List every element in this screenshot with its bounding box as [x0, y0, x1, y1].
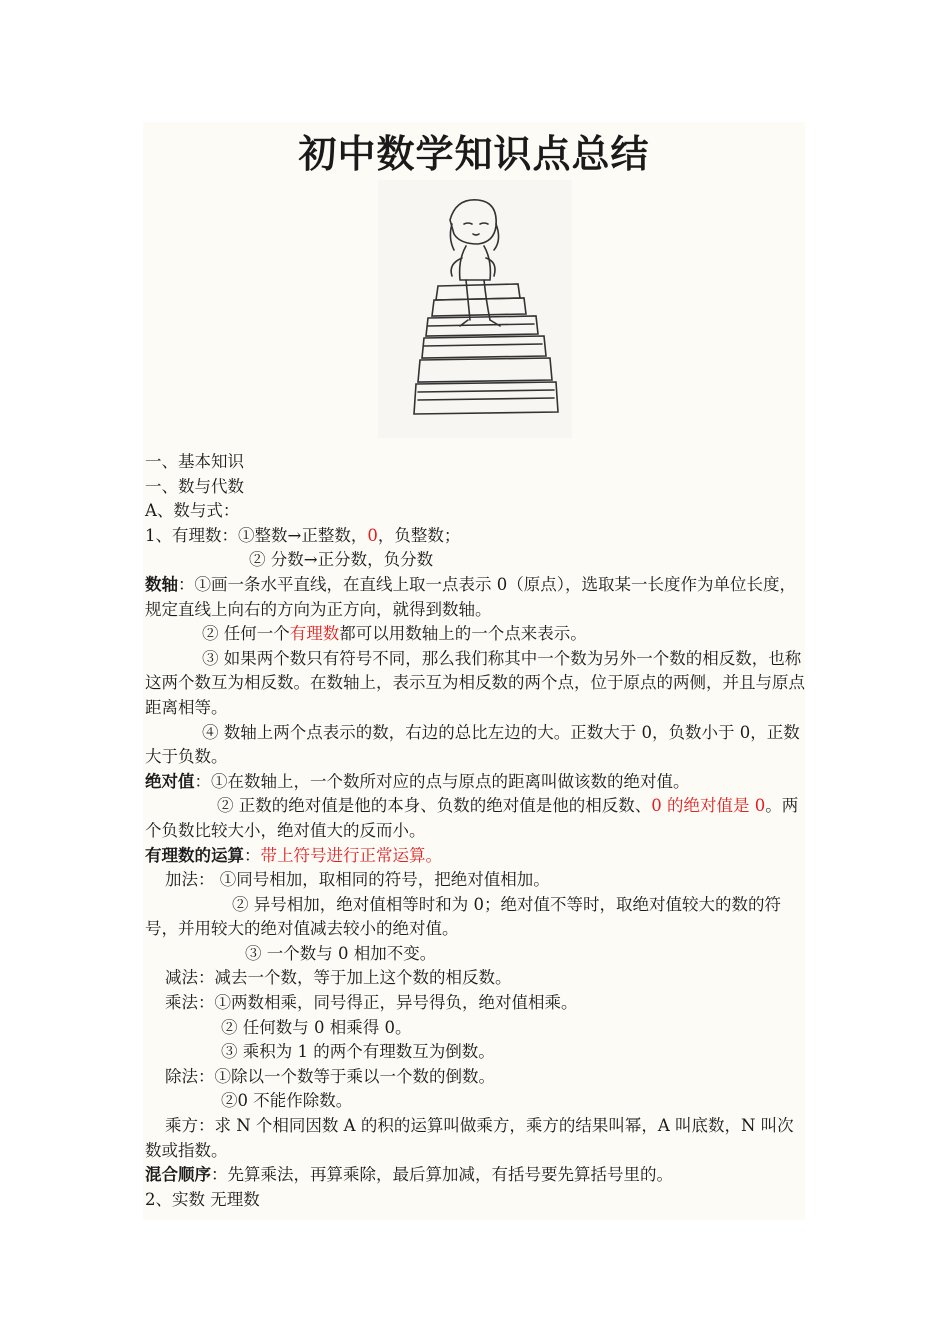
- absolute-value-definition: [145, 770, 807, 795]
- addition-rule-2: ② 异号相加，绝对值相等时和为 0；绝对值不等时，取绝对值较大的数的符号，并用较大的绝对值减去较小的绝对值。: [145, 894, 781, 939]
- addition-rule-3: ③ 一个数与 0 相加不变。: [245, 943, 437, 963]
- axis-2-text: ② 任何一个: [202, 624, 290, 644]
- operations-colon: ：: [244, 845, 261, 865]
- rational-operations-heading: [145, 844, 807, 869]
- number-axis-point-2: [145, 622, 807, 647]
- rational-number-line-1: [145, 524, 807, 549]
- multiplication-rule-2: ② 任何数与 0 相乘得 0。: [221, 1017, 412, 1037]
- division-rule-2: ②0 不能作除数。: [221, 1091, 353, 1111]
- rational-zero-highlight: 0: [367, 525, 378, 545]
- absolute-value-text: ：①在数轴上，一个数所对应的点与原点的距离叫做该数的绝对值。: [194, 771, 690, 791]
- heading-number-expression: A、数与式：: [145, 501, 240, 521]
- girl-on-books-illustration: [378, 180, 572, 438]
- heading-number-algebra: 一、数与代数: [145, 476, 244, 496]
- abs-2-text: ② 正数的绝对值是他的本身、负数的绝对值是他的相反数、: [217, 796, 652, 816]
- mixed-order-rule: [145, 1163, 807, 1188]
- operations-highlight: 带上符号进行正常运算。: [260, 845, 442, 865]
- mixed-order-text: ：先算乘法，再算乘除，最后算加减，有括号要先算括号里的。: [211, 1165, 673, 1185]
- absolute-value-point-2: [145, 794, 807, 843]
- real-number-heading: 2、实数 无理数: [145, 1189, 260, 1209]
- absolute-value-label: 绝对值: [145, 771, 195, 791]
- operations-label: 有理数的运算: [145, 845, 244, 865]
- axis-2-text-end: 都可以用数轴上的一个点来表示。: [339, 624, 587, 644]
- addition-rule-1: 加法： ①同号相加，取相同的符号，把绝对值相加。: [165, 870, 550, 890]
- subtraction-rule: 减法：减去一个数，等于加上这个数的相反数。: [165, 968, 512, 988]
- abs-2-text-end: 。两个负数比较大小，绝对值大的反而小。: [145, 796, 799, 840]
- number-axis-point-4: ④ 数轴上两个点表示的数，右边的总比左边的大。正数大于 0，负数小于 0，正数大于负数。: [145, 722, 800, 767]
- axis-2-highlight: 有理数: [289, 624, 340, 644]
- abs-2-highlight: 0 的绝对值是 0: [651, 796, 766, 816]
- multiplication-rule-3: ③ 乘积为 1 的两个有理数互为倒数。: [221, 1042, 495, 1062]
- power-rule: 乘方：求 N 个相同因数 A 的积的运算叫做乘方，乘方的结果叫幂，A 叫底数，N 叫次数或指数。: [145, 1116, 794, 1160]
- document-body: [145, 450, 807, 1212]
- number-axis-definition: [145, 573, 807, 622]
- number-axis-label: 数轴: [145, 574, 178, 594]
- rational-number-line-2: ② 分数→正分数，负分数: [249, 550, 434, 570]
- page-title: 初中数学知识点总结: [298, 132, 650, 176]
- division-rule-1: 除法：①除以一个数等于乘以一个数的倒数。: [165, 1066, 495, 1086]
- number-axis-text: ：①画一条水平直线，在直线上取一点表示 0（原点），选取某一长度作为单位长度，规定直线上向右的方向为正方向，就得到数轴。: [145, 574, 796, 619]
- heading-basic-knowledge: 一、基本知识: [145, 452, 244, 471]
- number-axis-point-3: ③ 如果两个数只有符号不同，那么我们称其中一个数为另外一个数的相反数，也称这两个数互为相反数。在数轴上，表示互为相反数的两个点，位于原点的两侧，并且与原点距离相等。: [145, 648, 805, 717]
- mixed-order-label: 混合顺序: [145, 1165, 211, 1185]
- rational-text-end: ，负整数；: [377, 525, 461, 545]
- multiplication-rule-1: 乘法：①两数相乘，同号得正，异号得负，绝对值相乘。: [165, 993, 578, 1013]
- rational-text: 1、有理数：①整数→正整数，: [145, 525, 368, 545]
